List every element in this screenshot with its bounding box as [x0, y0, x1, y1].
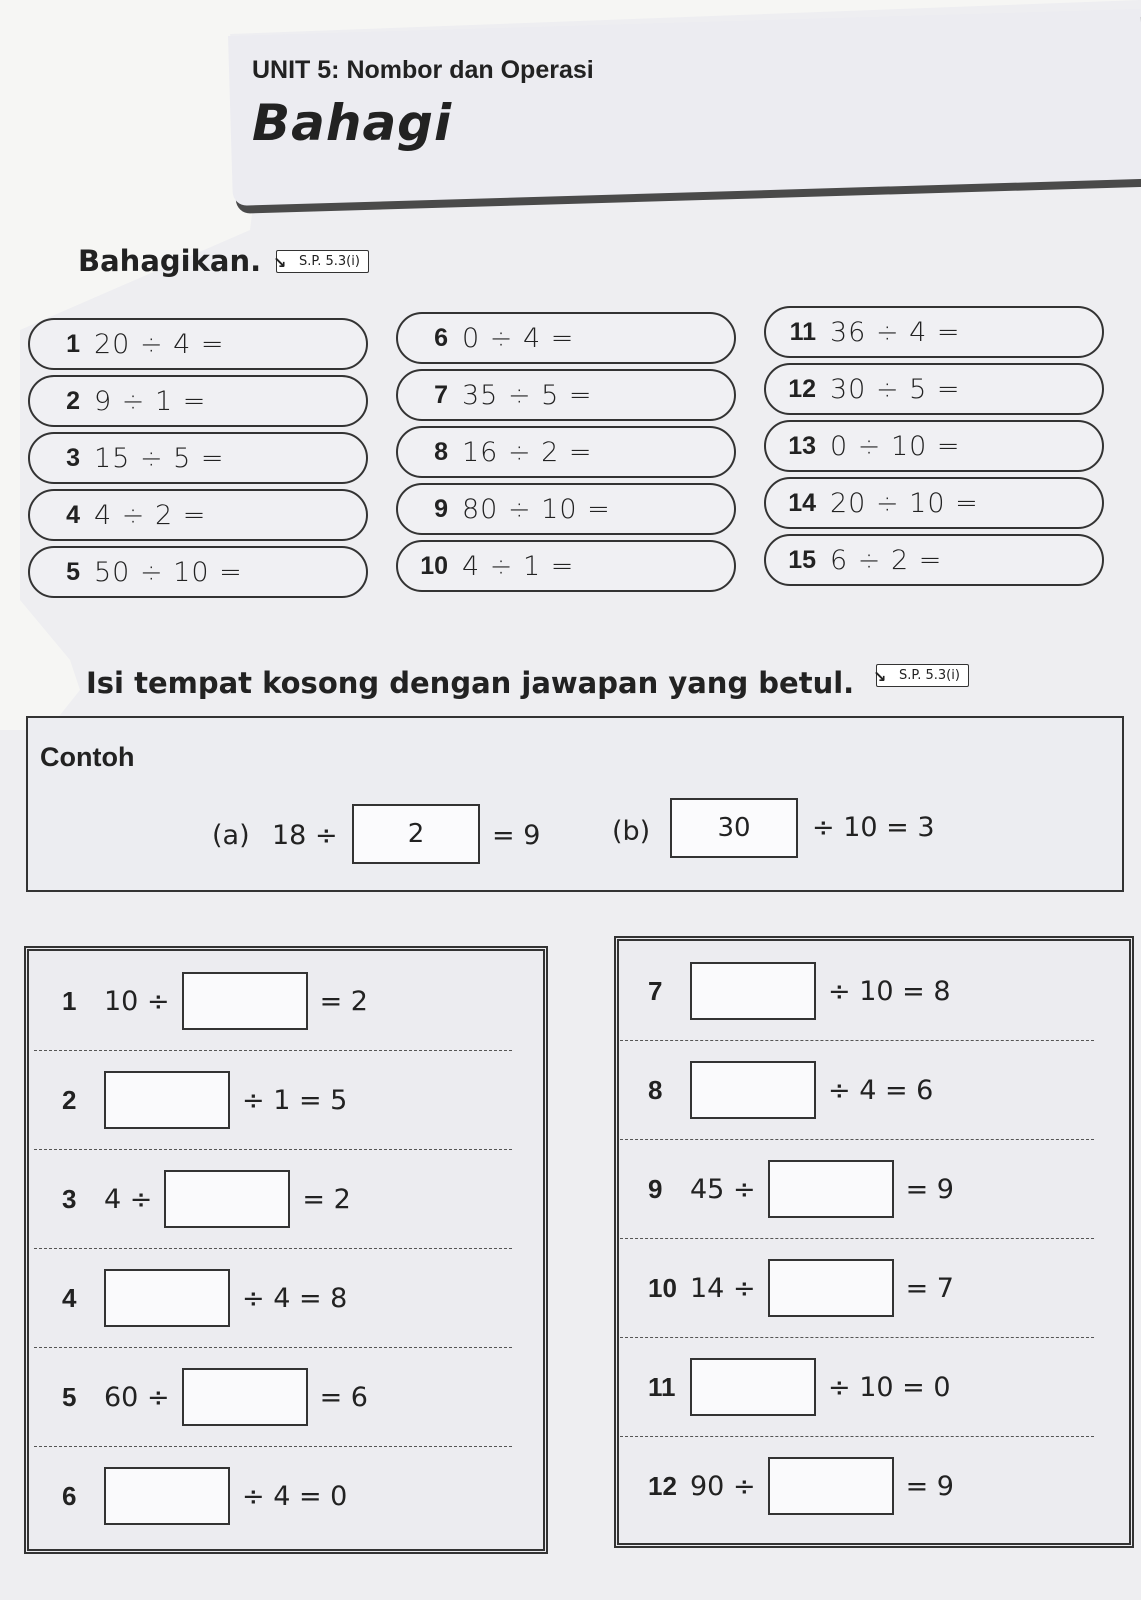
- fill-blank-after: ÷ 10 = 0: [828, 1371, 951, 1403]
- fill-blank-row: [648, 1239, 1114, 1337]
- fill-blank-after: ÷ 4 = 8: [242, 1282, 348, 1314]
- division-item-expression: 0 ÷ 4 =: [462, 322, 575, 354]
- fill-blank-number: 3: [62, 1183, 77, 1214]
- division-item-number: 7: [434, 380, 448, 409]
- fill-blank-number: 4: [62, 1282, 77, 1313]
- fill-blank-row: [648, 1140, 1114, 1238]
- answer-input-box[interactable]: [104, 1071, 230, 1129]
- example-box: [26, 716, 1124, 892]
- division-item-number: 12: [788, 374, 816, 403]
- fill-blank-row: [648, 1338, 1114, 1436]
- fill-blank-number: 1: [62, 985, 77, 1016]
- example-b-answer-box: [670, 798, 798, 858]
- division-item-expression: 20 ÷ 10 =: [830, 487, 979, 519]
- division-item-number: 4: [66, 500, 80, 529]
- fill-blank-number: 12: [648, 1470, 677, 1501]
- fill-blank-after: = 9: [905, 1470, 954, 1502]
- section2-sp-tag-label: S.P. 5.3(i): [899, 668, 960, 683]
- example-label: Contoh: [40, 742, 135, 772]
- division-item[interactable]: [396, 483, 736, 535]
- division-item-expression: 0 ÷ 10 =: [830, 430, 961, 462]
- division-item-number: 13: [788, 431, 816, 460]
- fill-blank-row: [648, 942, 1114, 1040]
- fill-blank-after: = 7: [905, 1272, 954, 1304]
- division-item[interactable]: [764, 420, 1104, 472]
- division-item-number: 15: [788, 545, 816, 574]
- fill-blank-before: 45 ÷: [690, 1173, 756, 1205]
- answer-input-box[interactable]: [104, 1269, 230, 1327]
- fill-blank-after: ÷ 4 = 0: [242, 1480, 348, 1512]
- fill-blank-number: 11: [648, 1371, 676, 1402]
- example-b-answer: 30: [717, 813, 751, 843]
- fill-blank-before: 90 ÷: [690, 1470, 756, 1502]
- fill-blank-row: [62, 1051, 532, 1149]
- division-item-expression: 80 ÷ 10 =: [462, 493, 611, 525]
- answer-input-box[interactable]: [182, 1368, 308, 1426]
- division-item[interactable]: [28, 318, 368, 370]
- example-a-left: 18 ÷: [272, 820, 338, 851]
- division-item-expression: 9 ÷ 1 =: [94, 385, 207, 417]
- division-item-expression: 20 ÷ 4 =: [94, 328, 225, 360]
- fill-blank-after: ÷ 4 = 6: [828, 1074, 934, 1106]
- fill-blank-after: ÷ 10 = 8: [828, 975, 951, 1007]
- fill-blank-before: 10 ÷: [104, 985, 170, 1017]
- division-item-number: 14: [788, 488, 816, 517]
- division-item-expression: 4 ÷ 2 =: [94, 499, 207, 531]
- section1-sp-tag: [273, 250, 369, 273]
- tag-arrow-icon: ↘: [273, 253, 287, 272]
- division-item-number: 8: [434, 437, 448, 466]
- fill-blank-after: = 6: [319, 1381, 368, 1413]
- fill-blank-row: [62, 1348, 532, 1446]
- answer-input-box[interactable]: [164, 1170, 290, 1228]
- division-item-number: 9: [434, 494, 448, 523]
- example-a-right: = 9: [492, 820, 541, 851]
- fill-blank-before: 60 ÷: [104, 1381, 170, 1413]
- page-title: Bahagi: [252, 94, 453, 152]
- section1-sp-tag-label: S.P. 5.3(i): [299, 254, 360, 269]
- division-item[interactable]: [396, 312, 736, 364]
- division-item-expression: 15 ÷ 5 =: [94, 442, 225, 474]
- division-item-expression: 6 ÷ 2 =: [830, 544, 943, 576]
- example-a-answer: 2: [407, 819, 425, 849]
- answer-input-box[interactable]: [690, 1358, 816, 1416]
- division-item[interactable]: [28, 546, 368, 598]
- division-item-expression: 36 ÷ 4 =: [830, 316, 961, 348]
- division-item-number: 2: [66, 386, 80, 415]
- division-item[interactable]: [28, 489, 368, 541]
- division-item[interactable]: [764, 477, 1104, 529]
- fill-blank-number: 5: [62, 1381, 77, 1412]
- fill-blank-row: [648, 1437, 1114, 1535]
- example-a-label: (a): [212, 820, 250, 851]
- division-item[interactable]: [764, 363, 1104, 415]
- division-item[interactable]: [396, 369, 736, 421]
- division-item[interactable]: [28, 432, 368, 484]
- fill-blank-after: = 2: [302, 1183, 351, 1215]
- example-a-answer-box: [352, 804, 480, 864]
- division-item-number: 6: [434, 323, 448, 352]
- division-item-expression: 4 ÷ 1 =: [462, 550, 575, 582]
- division-item-number: 3: [66, 443, 80, 472]
- fill-blank-row: [62, 1249, 532, 1347]
- answer-input-box[interactable]: [768, 1160, 894, 1218]
- answer-input-box[interactable]: [104, 1467, 230, 1525]
- section2-heading: Isi tempat kosong dengan jawapan yang betul.: [86, 666, 855, 700]
- division-item[interactable]: [764, 306, 1104, 358]
- fill-blank-after: ÷ 1 = 5: [242, 1084, 348, 1116]
- answer-input-box[interactable]: [768, 1259, 894, 1317]
- fill-blank-number: 2: [62, 1084, 77, 1115]
- division-item-expression: 30 ÷ 5 =: [830, 373, 961, 405]
- fill-blank-before: 14 ÷: [690, 1272, 756, 1304]
- fill-blank-row: [648, 1041, 1114, 1139]
- fill-blank-number: 8: [648, 1074, 663, 1105]
- section2-sp-tag: [873, 664, 969, 687]
- division-item[interactable]: [396, 540, 736, 592]
- section1-heading: Bahagikan.: [78, 244, 262, 278]
- fill-blank-after: = 9: [905, 1173, 954, 1205]
- fill-blank-number: 10: [648, 1272, 677, 1303]
- fill-blank-number: 9: [648, 1173, 663, 1204]
- division-item-expression: 16 ÷ 2 =: [462, 436, 593, 468]
- tag-arrow-icon: ↘: [873, 667, 887, 686]
- example-b-label: (b): [612, 816, 651, 847]
- division-item-number: 11: [789, 317, 816, 346]
- fill-blank-row: [62, 1150, 532, 1248]
- unit-heading: UNIT 5: Nombor dan Operasi: [252, 56, 594, 84]
- fill-blank-after: = 2: [319, 985, 368, 1017]
- division-item[interactable]: [28, 375, 368, 427]
- division-item[interactable]: [396, 426, 736, 478]
- division-item[interactable]: [764, 534, 1104, 586]
- fill-blank-row: [62, 1447, 532, 1545]
- fill-blank-number: 7: [648, 975, 663, 1006]
- division-item-expression: 50 ÷ 10 =: [94, 556, 243, 588]
- fill-blank-number: 6: [62, 1480, 77, 1511]
- answer-input-box[interactable]: [690, 1061, 816, 1119]
- division-item-number: 1: [66, 329, 80, 358]
- division-item-number: 5: [66, 557, 80, 586]
- answer-input-box[interactable]: [768, 1457, 894, 1515]
- answer-input-box[interactable]: [182, 972, 308, 1030]
- division-item-number: 10: [420, 551, 448, 580]
- fill-blank-before: 4 ÷: [104, 1183, 153, 1215]
- answer-input-box[interactable]: [690, 962, 816, 1020]
- fill-blank-row: [62, 952, 532, 1050]
- example-b-right: ÷ 10 = 3: [812, 812, 935, 843]
- division-item-expression: 35 ÷ 5 =: [462, 379, 593, 411]
